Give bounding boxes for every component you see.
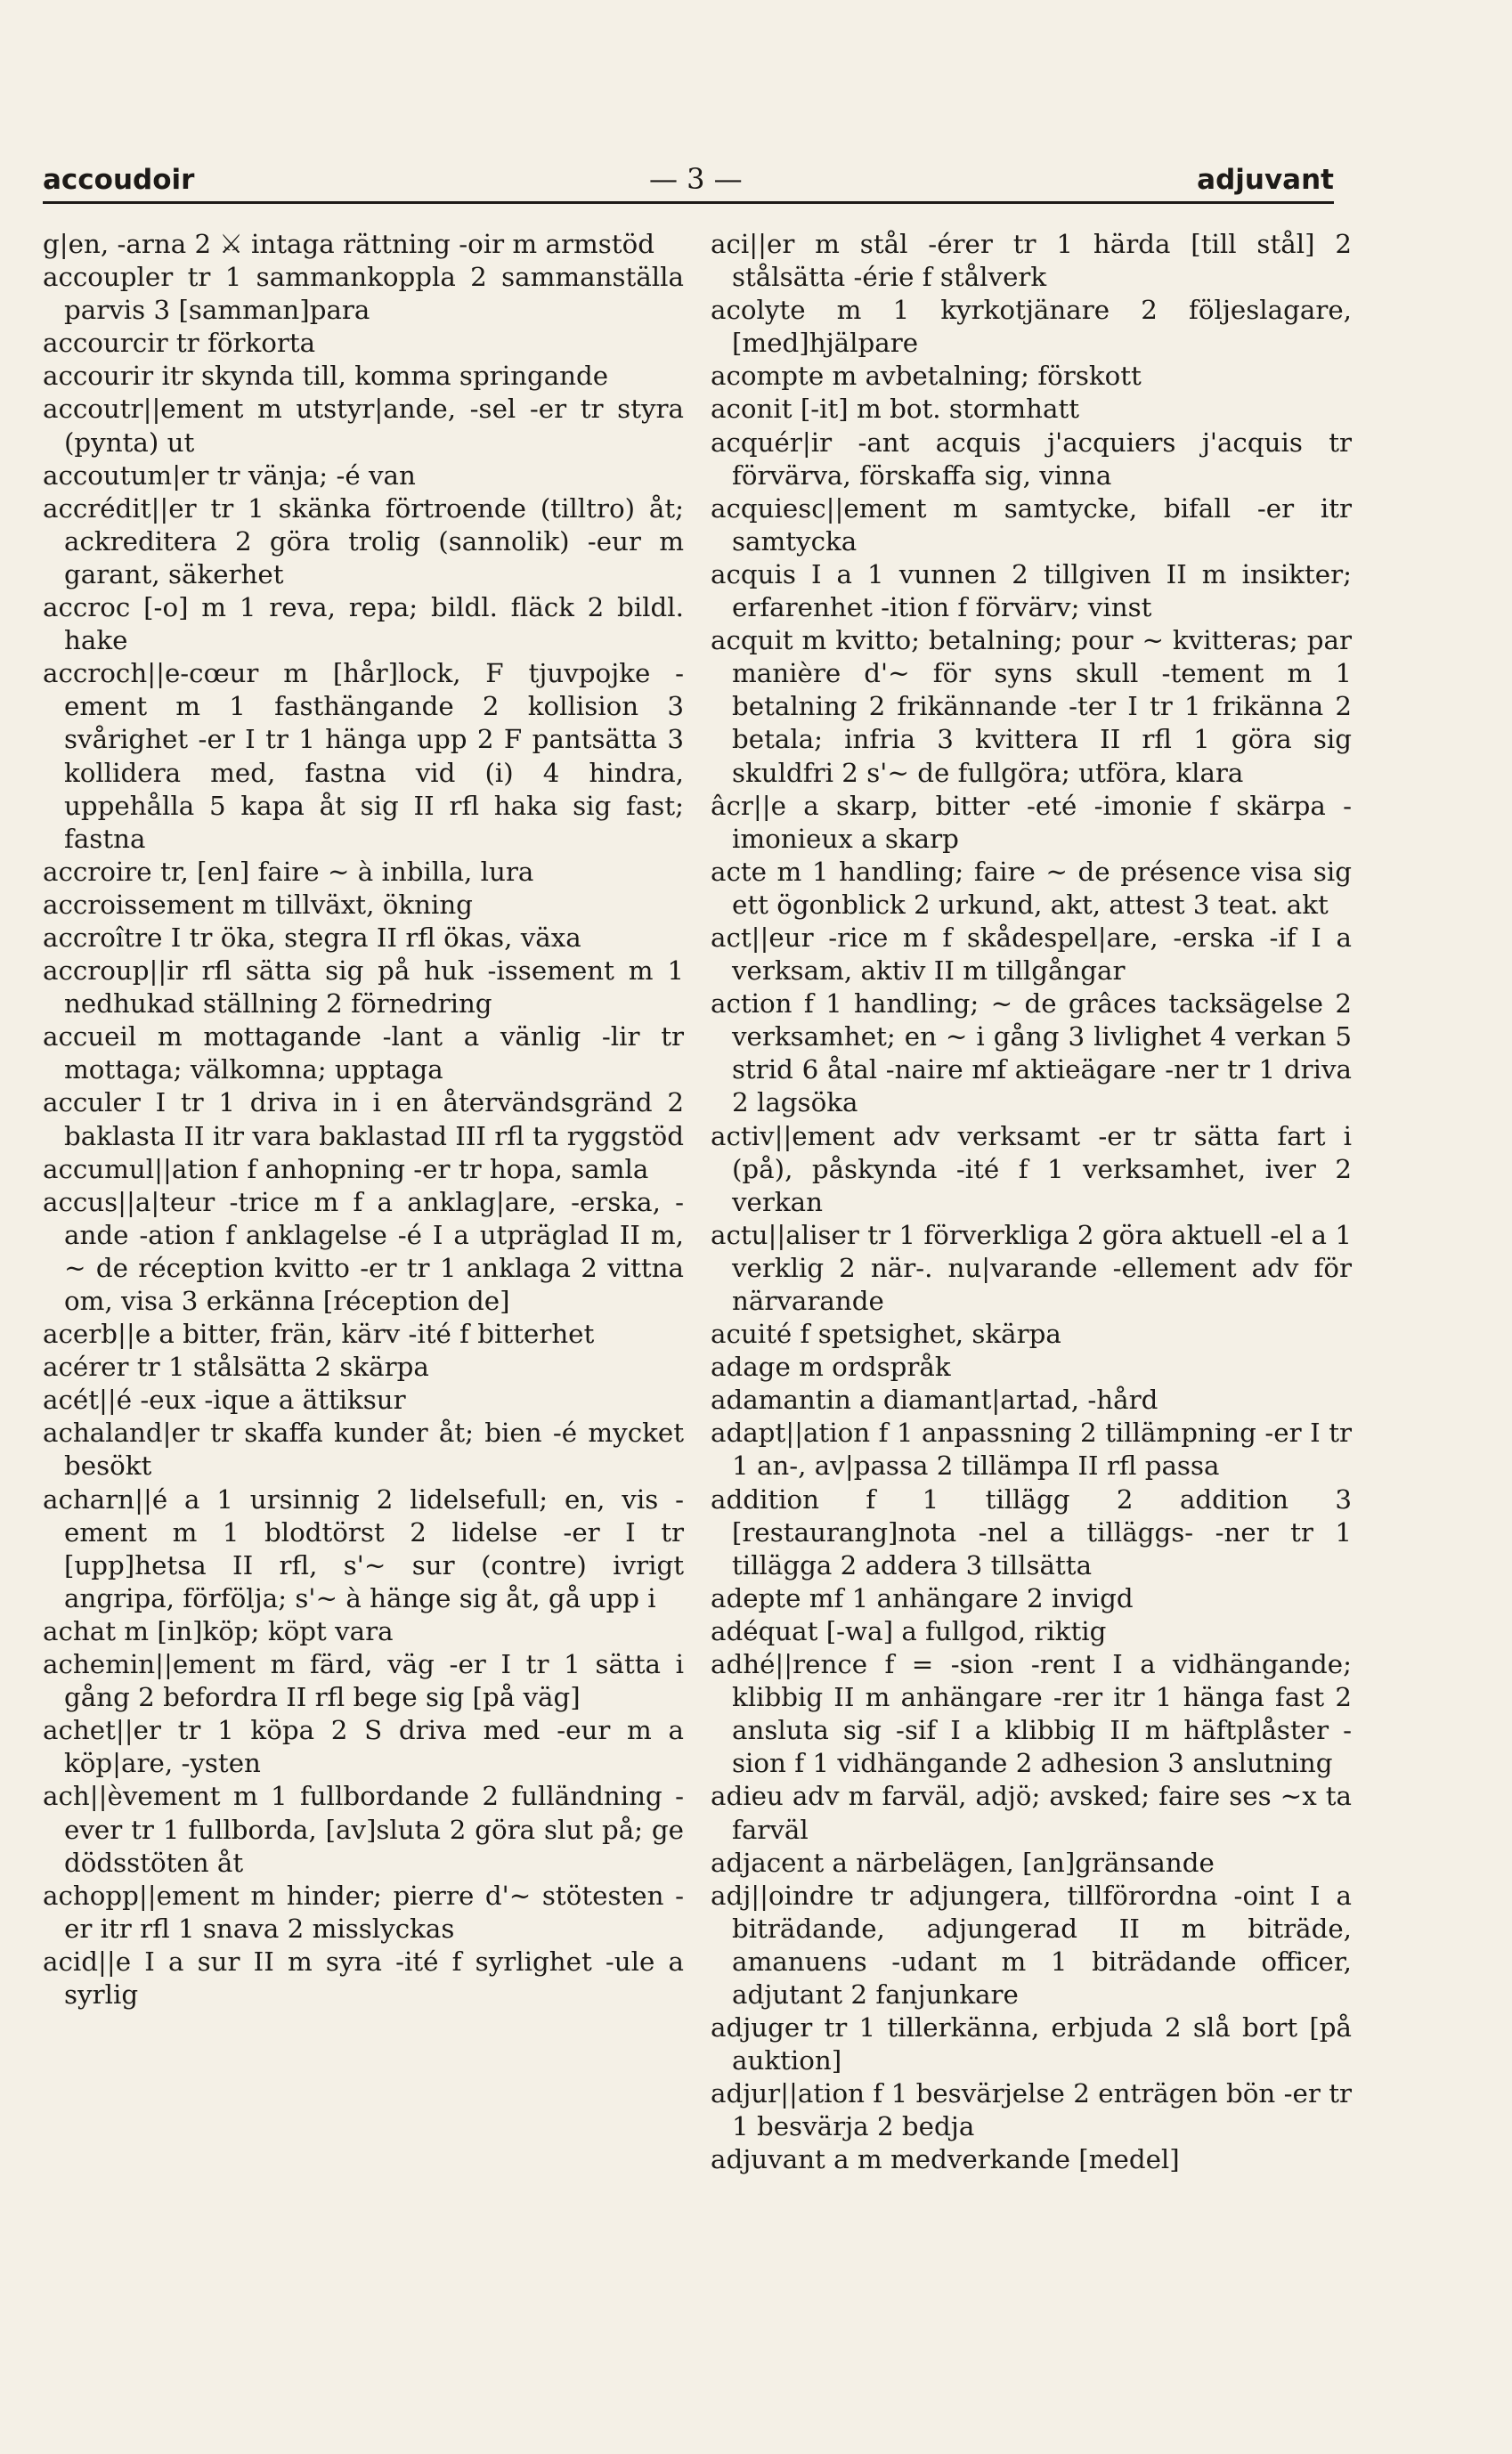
dictionary-entry: adjuger tr 1 tillerkänna, erbjuda 2 slå bort [på auktion] xyxy=(711,2012,1352,2076)
dictionary-entry: acquis I a 1 vunnen 2 tillgiven II m insikter; erfarenhet -ition f förvärv; vinst xyxy=(711,558,1352,623)
header-left-guideword: accoudoir xyxy=(43,164,195,196)
dictionary-entry: acompte m avbetalning; förskott xyxy=(711,361,1142,392)
right-column xyxy=(711,228,1352,2177)
dictionary-entry: accumul||ation f anhopning -er tr hopa, samla xyxy=(43,1153,649,1184)
dictionary-entry: adjuvant a m medverkande [medel] xyxy=(711,2144,1180,2175)
dictionary-entry: accourcir tr förkorta xyxy=(43,328,316,359)
dictionary-entry: adjur||ation f 1 besvärjelse 2 enträgen bön -er tr 1 besvärja 2 bedja xyxy=(711,2078,1352,2142)
left-column xyxy=(43,228,684,2011)
dictionary-entry: achopp||ement m hinder; pierre d'~ stötesten -er itr rfl 1 snava 2 misslyckas xyxy=(43,1880,684,1944)
dictionary-entry: acquit m kvitto; betalning; pour ~ kvitteras; par manière d'~ för syns skull -tement m 1 betalning 2 frikännande -ter I tr 1 frikänna 2 betala; infria 3 kvittera II rfl 1 göra sig skuldfri 2 s'~ de fullgöra; utföra, klara xyxy=(711,625,1352,788)
dictionary-entry: acquiesc||ement m samtycke, bifall -er itr samtycka xyxy=(711,492,1352,557)
dictionary-entry: accus||a|teur -trice m f a anklag|are, -erska, -ande -ation f anklagelse -é I a utpräglad II m, ~ de réception kvitto -er tr 1 anklaga 2 vittna om, visa 3 erkänna [réception de] xyxy=(43,1186,684,1316)
dictionary-entry: acharn||é a 1 ursinnig 2 lidelsefull; en, vis -ement m 1 blodtörst 2 lidelse -er I tr [upp]hetsa II rfl, s'~ sur (contre) ivrigt angripa, förfölja; s'~ à hänge sig åt, gå upp i xyxy=(43,1483,684,1613)
dictionary-entry: acuité f spetsighet, skärpa xyxy=(711,1319,1061,1350)
dictionary-entry: acte m 1 handling; faire ~ de présence visa sig ett ögonblick 2 urkund, akt, attest 3 teat. akt xyxy=(711,856,1352,920)
dictionary-entry: activ||ement adv verksamt -er tr sätta fart i (på), påskynda -ité f 1 verksamhet, iver 2 verkan xyxy=(711,1120,1352,1217)
dictionary-entry: accroch||e-cœur m [hår]lock, F tjuvpojke -ement m 1 fasthängande 2 kollision 3 svårighet -er I tr 1 hänga upp 2 F pantsätta 3 kollidera med, fastna vid (i) 4 hindra, uppehålla 5 kapa åt sig II rfl haka sig fast; fastna xyxy=(43,658,684,854)
dictionary-entry: adj||oindre tr adjungera, tillförordna -oint I a biträdande, adjungerad II m biträde, amanuens -udant m 1 biträdande officer, adjutant 2 fanjunkare xyxy=(711,1880,1352,2010)
dictionary-entry: adhé||rence f = -sion -rent I a vidhängande; klibbig II m anhängare -rer itr 1 hänga fast 2 ansluta sig -sif I a klibbig II m häftplåster -sion f 1 vidhängande 2 adhesion 3 anslutning xyxy=(711,1649,1352,1779)
dictionary-entry: accoupler tr 1 sammankoppla 2 sammanställa parvis 3 [samman]para xyxy=(43,262,684,326)
dictionary-entry: achemin||ement m färd, väg -er I tr 1 sätta i gång 2 befordra II rfl bege sig [på väg] xyxy=(43,1649,684,1713)
dictionary-entry: acquér|ir -ant acquis j'acquiers j'acquis tr förvärva, förskaffa sig, vinna xyxy=(711,427,1352,491)
dictionary-entry: accueil m mottagande -lant a vänlig -lir tr mottaga; välkomna; upptaga xyxy=(43,1021,684,1085)
dictionary-entry: adapt||ation f 1 anpassning 2 tillämpning -er I tr 1 an-, av|passa 2 tillämpa II rfl passa xyxy=(711,1418,1352,1482)
dictionary-entry: accoutum|er tr vänja; -é van xyxy=(43,459,416,491)
dictionary-entry: âcr||e a skarp, bitter -eté -imonie f skärpa -imonieux a skarp xyxy=(711,790,1352,854)
dictionary-entry: adamantin a diamant|artad, -hård xyxy=(711,1385,1158,1416)
dictionary-entry: ach||èvement m 1 fullbordande 2 fulländning -ever tr 1 fullborda, [av]sluta 2 göra slut på; ge dödsstöten åt xyxy=(43,1781,684,1878)
dictionary-entry: acolyte m 1 kyrkotjänare 2 följeslagare, [med]hjälpare xyxy=(711,295,1352,359)
dictionary-entry: actu||aliser tr 1 förverkliga 2 göra aktuell -el a 1 verklig 2 när-. nu|varande -ellement adv för närvarande xyxy=(711,1219,1352,1316)
dictionary-entry: g|en, -arna 2 ⚔ intaga rättning -oir m armstöd xyxy=(43,229,654,259)
dictionary-entry: accrédit||er tr 1 skänka förtroende (tilltro) åt; ackreditera 2 göra trolig (sannolik) -eur m garant, säkerhet xyxy=(43,492,684,589)
dictionary-entry: accoutr||ement m utstyr|ande, -sel -er tr styra (pynta) ut xyxy=(43,394,684,458)
dictionary-entry: addition f 1 tillägg 2 addition 3 [restaurang]nota -nel a tilläggs- -ner tr 1 tillägga 2 addera 3 tillsätta xyxy=(711,1483,1352,1580)
dictionary-entry: achat m [in]köp; köpt vara xyxy=(43,1615,394,1646)
dictionary-entry: act||eur -rice m f skådespel|are, -erska -if I a verksam, aktiv II m tillgångar xyxy=(711,922,1352,987)
dictionary-entry: adéquat [-wa] a fullgod, riktig xyxy=(711,1615,1107,1646)
dictionary-entry: accroître I tr öka, stegra II rfl ökas, växa xyxy=(43,922,581,953)
dictionary-entry: adjacent a närbelägen, [an]gränsande xyxy=(711,1847,1215,1878)
page-number: — 3 — xyxy=(648,162,743,196)
dictionary-entry: acérer tr 1 stålsätta 2 skärpa xyxy=(43,1352,429,1383)
dictionary-entry: aconit [-it] m bot. stormhatt xyxy=(711,394,1080,425)
dictionary-entry: acculer I tr 1 driva in i en återvändsgränd 2 baklasta II itr vara baklastad III rfl ta ryggstöd xyxy=(43,1087,684,1151)
dictionary-entry: accroissement m tillväxt, ökning xyxy=(43,889,473,920)
dictionary-entry: adage m ordspråk xyxy=(711,1352,951,1383)
dictionary-entry: acét||é -eux -ique a ättiksur xyxy=(43,1385,406,1416)
header-right-guideword: adjuvant xyxy=(1197,164,1334,196)
dictionary-entry: achet||er tr 1 köpa 2 S driva med -eur m a köp|are, -ysten xyxy=(43,1715,684,1779)
dictionary-entry: accourir itr skynda till, komma springande xyxy=(43,361,609,392)
dictionary-entry: adieu adv m farväl, adjö; avsked; faire ses ~x ta farväl xyxy=(711,1781,1352,1845)
dictionary-entry: accroc [-o] m 1 reva, repa; bildl. fläck 2 bildl. hake xyxy=(43,592,684,656)
dictionary-entry: acid||e I a sur II m syra -ité f syrlighet -ule a syrlig xyxy=(43,1946,684,2010)
dictionary-entry: acerb||e a bitter, frän, kärv -ité f bitterhet xyxy=(43,1319,595,1350)
dictionary-entry: adepte mf 1 anhängare 2 invigd xyxy=(711,1582,1134,1613)
dictionary-entry: aci||er m stål -érer tr 1 härda [till stål] 2 stålsätta -érie f stålverk xyxy=(711,229,1352,293)
dictionary-entry: achaland|er tr skaffa kunder åt; bien -é mycket besökt xyxy=(43,1418,684,1482)
dictionary-entry: action f 1 handling; ~ de grâces tacksägelse 2 verksamhet; en ~ i gång 3 livlighet 4 verkan 5 strid 6 åtal -naire mf aktieägare -ner tr 1 driva 2 lagsöka xyxy=(711,988,1352,1118)
dictionary-entry: accroup||ir rfl sätta sig på huk -issement m 1 nedhukad ställning 2 förnedring xyxy=(43,955,684,1020)
dictionary-entry: accroire tr, [en] faire ~ à inbilla, lura xyxy=(43,856,534,887)
page-header xyxy=(43,134,1334,204)
